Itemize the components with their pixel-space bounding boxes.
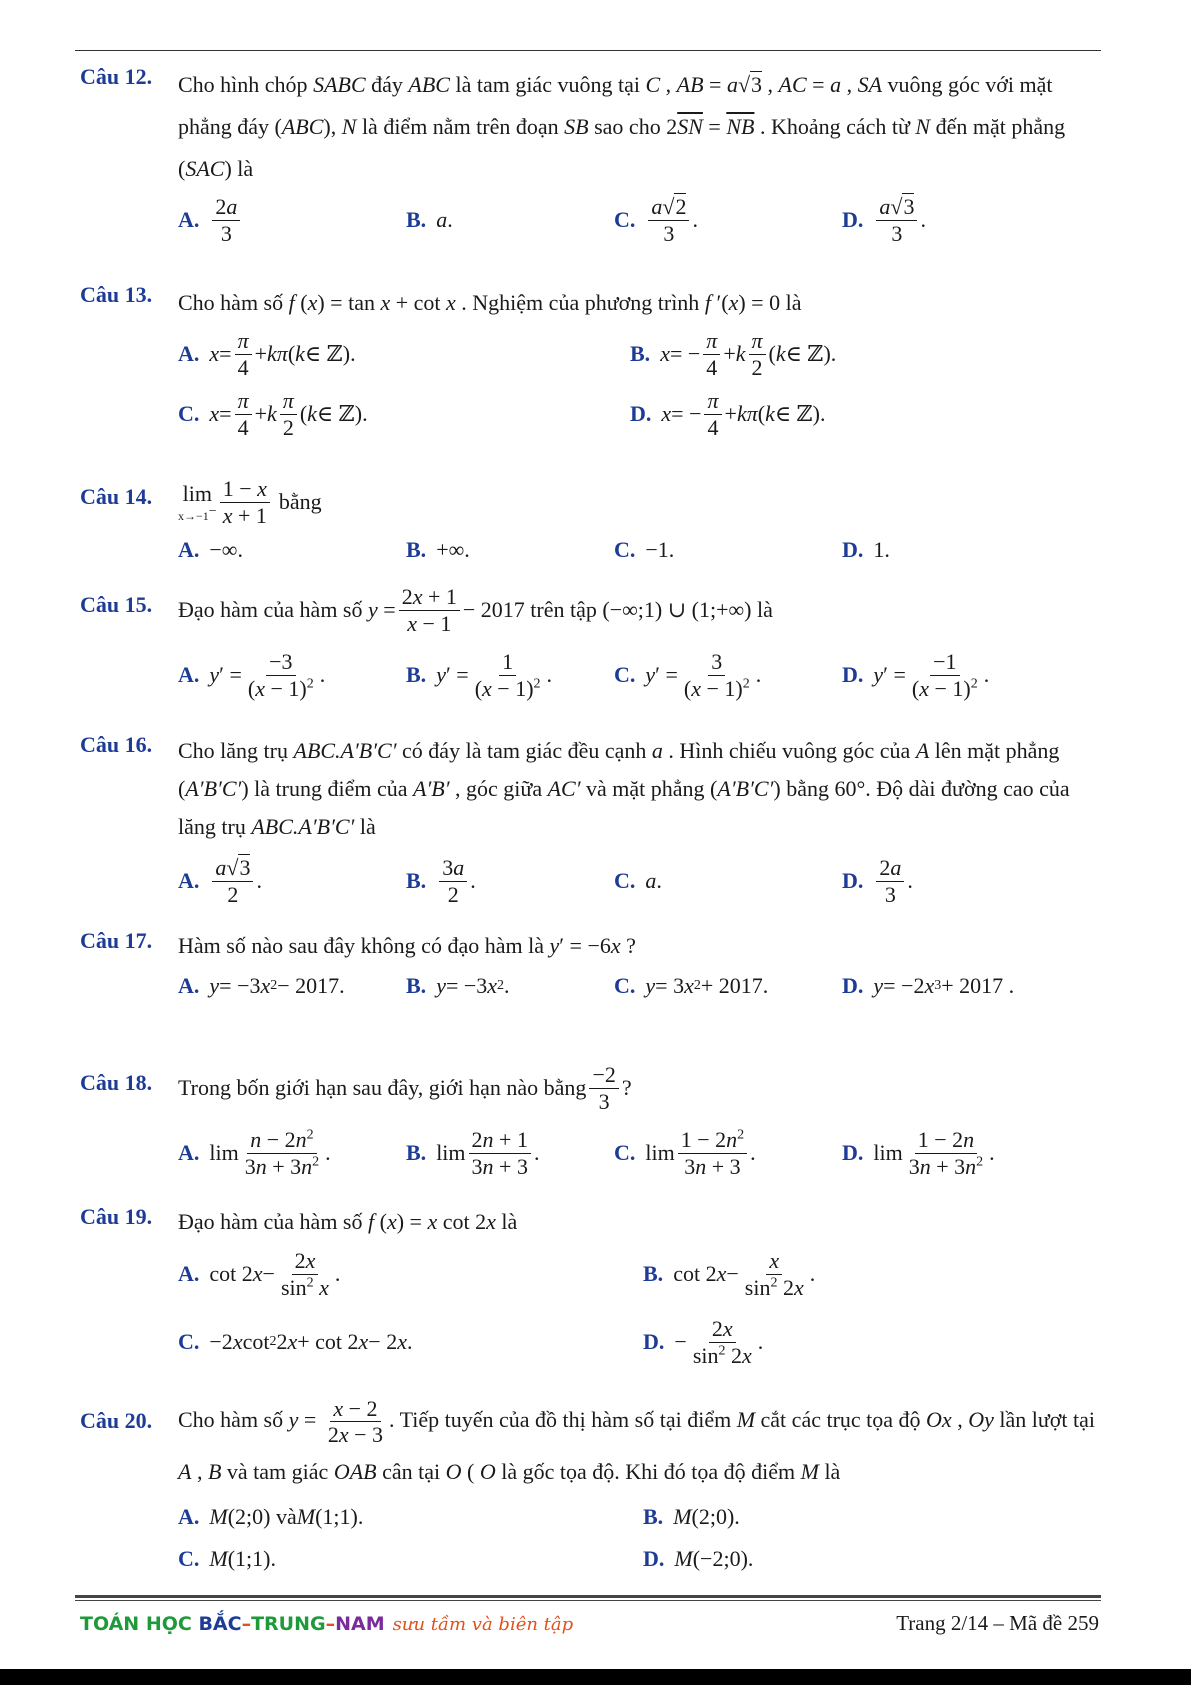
question-text: Đạo hàm của hàm số f (x) = x cot 2x là	[178, 1209, 518, 1234]
question-text: Cho hàm số f (x) = tan x + cot x . Nghiệm của phương trình f ′(x) = 0 là	[178, 290, 802, 315]
question-text: lim x→−1− $\frac{1 - x}{x + 1}$ bằng	[178, 476, 322, 528]
question-20	[80, 1396, 1099, 1580]
option-c[interactable]: C. −1.	[614, 537, 675, 562]
option-d[interactable]: D. y = −2 x 3 + 2017 .	[842, 973, 1015, 998]
question-14	[80, 474, 1099, 570]
option-b[interactable]: B. +∞.	[406, 537, 470, 562]
question-text: Trong bốn giới hạn sau đây, giới hạn nào bằng $\frac{-2}{3}$ ?	[178, 1062, 632, 1114]
option-c[interactable]: C. y = 3 x 2 + 2017.	[614, 973, 769, 998]
question-12	[80, 64, 1099, 250]
question-text: Cho hàm số y = $\frac{x - 2}{2x - 3}$ . Tiếp tuyến của đồ thị hàm số tại điểm M cắt các trục tọa độ Ox , Oy lần lượt tại A , B và tam giác OAB cân tại O ( O là gốc tọa độ. Khi đó tọa độ điểm M là	[178, 1396, 1096, 1484]
option-a[interactable]: A. $\frac{a√3}{2}$ .	[178, 855, 262, 907]
options	[178, 1118, 1099, 1188]
option-c[interactable]: C. lim $\frac{1 - 2n^2}{3n + 3}$ .	[614, 1127, 756, 1179]
options	[178, 530, 1099, 570]
option-d[interactable]: D. x = − $\frac{\pi}{4}$ + kπ ( k ∈ ℤ).	[630, 388, 826, 440]
options	[178, 640, 1099, 710]
footer-brand: TOÁN HỌC BẮC–TRUNG–NAM sưu tầm và biên tập	[80, 1613, 574, 1635]
option-d[interactable]: D. − $\frac{2x}{\sin^2 2x}$ .	[643, 1316, 764, 1368]
question-label: Câu 19.	[80, 1204, 153, 1229]
option-a[interactable]: A. cot 2 x − $\frac{2x}{\sin^2 x}$ .	[178, 1248, 341, 1300]
option-b[interactable]: B. lim $\frac{2n + 1}{3n + 3}$ .	[406, 1127, 540, 1179]
option-d[interactable]: D. $\frac{a√3}{3}$ .	[842, 194, 926, 246]
option-a[interactable]: A. −∞.	[178, 537, 243, 562]
option-c[interactable]: C. M (1;1).	[178, 1545, 276, 1571]
options	[178, 384, 1099, 444]
question-18	[80, 1058, 1099, 1188]
option-c[interactable]: C. y ′ = $\frac{3}{(x - 1)^2}$ .	[614, 649, 762, 701]
question-text: Cho hình chóp SABC đáy ABC là tam giác vuông tại C , AB = a√3 , AC = a , SA vuông góc với mặt phẳng đáy (ABC), N là điểm nằm trên đoạn SB sao cho $2\overline{SN} = \overline{NB}$ . Khoảng cách từ N đến mặt phẳng (SAC) là	[178, 72, 1066, 181]
question-label: Câu 14.	[80, 484, 153, 509]
question-label: Câu 15.	[80, 592, 153, 617]
option-d[interactable]: D. $\frac{2a}{3}$ .	[842, 855, 913, 907]
question-label: Câu 16.	[80, 732, 153, 757]
options	[178, 1496, 1099, 1538]
page-info: Trang 2/14 – Mã đề 259	[896, 1610, 1099, 1635]
option-c[interactable]: C. −2 x cot 2 2 x + cot 2 x − 2 x .	[178, 1329, 413, 1354]
option-a[interactable]: A. M (2;0) và M (1;1).	[178, 1503, 364, 1529]
option-d[interactable]: D. 1.	[842, 537, 890, 562]
option-d[interactable]: D. M (−2;0).	[643, 1545, 754, 1571]
option-c[interactable]: C. a .	[614, 868, 662, 893]
option-c[interactable]: C. x = $\frac{\pi}{4}$ + k $\frac{\pi}{2}$ ( k ∈ ℤ).	[178, 388, 368, 440]
option-a[interactable]: A. y ′ = $\frac{-3}{(x - 1)^2}$ .	[178, 649, 326, 701]
question-text: Đạo hàm của hàm số y = $\frac{2x + 1}{x - 1}$ − 2017 trên tập (−∞;1) ∪ (1;+∞) là	[178, 584, 773, 636]
option-b[interactable]: B. M (2;0).	[643, 1503, 740, 1529]
footer-rule	[75, 1600, 1101, 1601]
question-19	[80, 1204, 1099, 1376]
options	[178, 190, 1099, 250]
options	[178, 1240, 1099, 1308]
option-b[interactable]: B. y ′ = $\frac{1}{(x - 1)^2}$ .	[406, 649, 553, 701]
option-b[interactable]: B. $\frac{3a}{2}$ .	[406, 855, 476, 907]
footer-rule	[75, 1595, 1101, 1598]
options	[178, 1308, 1099, 1376]
question-label: Câu 18.	[80, 1070, 153, 1095]
option-c[interactable]: C. $\frac{a√2}{3}$ .	[614, 194, 698, 246]
question-text: Cho lăng trụ ABC.A′B′C′ có đáy là tam giác đều cạnh a . Hình chiếu vuông góc của A lên mặt phẳng (A′B′C′) là trung điểm của A′B′ , góc giữa AC′ và mặt phẳng (A′B′C′) bằng 60°. Độ dài đường cao của lăng trụ ABC.A′B′C′ là	[178, 738, 1070, 839]
option-a[interactable]: A. lim $\frac{n - 2n^2}{3n + 3n^2}$ .	[178, 1127, 331, 1179]
option-a[interactable]: A. x = $\frac{\pi}{4}$ + kπ ( k ∈ ℤ).	[178, 328, 356, 380]
question-16	[80, 732, 1099, 916]
header-rule	[75, 50, 1101, 51]
question-13	[80, 282, 1099, 444]
options	[178, 846, 1099, 916]
question-label: Câu 12.	[80, 64, 153, 89]
question-label: Câu 20.	[80, 1408, 153, 1433]
option-b[interactable]: B. y = −3 x 2 .	[406, 973, 510, 998]
option-b[interactable]: B. cot 2 x − $\frac{x}{\sin^2 2x}$ .	[643, 1248, 816, 1300]
question-label: Câu 17.	[80, 928, 153, 953]
options	[178, 964, 1099, 1008]
option-b[interactable]: B. a .	[406, 207, 453, 232]
option-a[interactable]: A. $\frac{2a}{3}$	[178, 190, 243, 250]
option-b[interactable]: B. x = − $\frac{\pi}{4}$ + k $\frac{\pi}{2}$ ( k ∈ ℤ).	[630, 328, 837, 380]
question-15	[80, 580, 1099, 710]
options	[178, 1538, 1099, 1580]
option-d[interactable]: D. lim $\frac{1 - 2n}{3n + 3n^2}$ .	[842, 1127, 995, 1179]
options	[178, 324, 1099, 384]
page-footer	[80, 1603, 1099, 1643]
bottom-band	[0, 1669, 1191, 1685]
question-label: Câu 13.	[80, 282, 153, 307]
option-a[interactable]: A. y = −3 x 2 − 2017.	[178, 973, 345, 998]
question-text: Hàm số nào sau đây không có đạo hàm là y′ = −6x ?	[178, 933, 636, 958]
option-d[interactable]: D. y ′ = $\frac{-1}{(x - 1)^2}$ .	[842, 649, 990, 701]
question-17	[80, 928, 1099, 1008]
